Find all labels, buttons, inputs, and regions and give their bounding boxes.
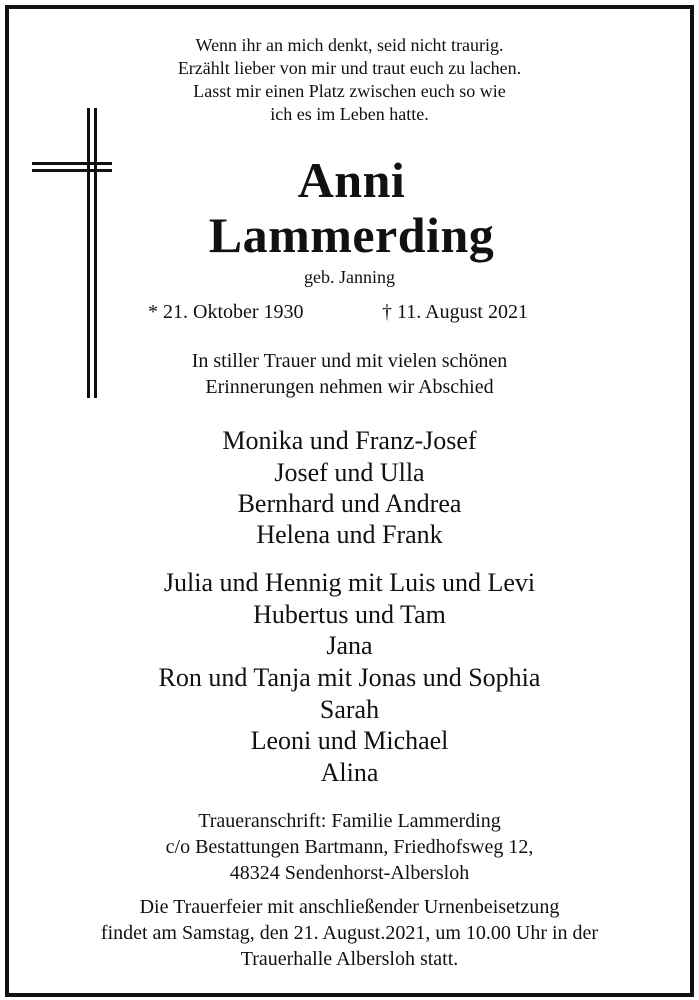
address-line-2: c/o Bestattungen Bartmann, Friedhofsweg 12, [165,836,534,858]
family-member: Ron und Tanja mit Jonas und Sophia [158,663,541,692]
family-member: Bernhard und Andrea [237,489,462,518]
intro-line-2: Erinnerungen nehmen wir Abschied [205,376,494,398]
birth-date: * 21. Oktober 1930 [148,301,304,323]
family-member: Alina [320,758,379,787]
ceremony-line-3: Trauerhalle Albersloh statt. [240,948,459,970]
family-member: Sarah [319,695,380,724]
motto-line-3: Lasst mir einen Platz zwischen euch so wie [193,81,506,101]
family-member: Hubertus und Tam [253,600,446,629]
address-line-3: 48324 Sendenhorst-Albersloh [229,862,470,884]
family-member: Helena und Frank [256,520,443,549]
family-member: Josef und Ulla [274,458,425,487]
motto-line-1: Wenn ihr an mich denkt, seid nicht traurig. [195,35,504,55]
family-member: Julia und Hennig mit Luis und Levi [163,568,536,597]
address-line-1: Traueranschrift: Familie Lammerding [198,810,501,832]
deceased-last-name: Lammerding [208,207,495,263]
ceremony-line-2: findet am Samstag, den 21. August.2021, um 10.00 Uhr in der [100,922,599,944]
deceased-first-name: Anni [297,152,406,208]
birth-name: geb. Janning [304,267,395,287]
family-member: Jana [326,631,373,660]
motto-line-2: Erzählt lieber von mir und traut euch zu lachen. [177,58,522,78]
intro-line-1: In stiller Trauer und mit vielen schönen [191,350,508,372]
family-member: Monika und Franz-Josef [222,426,477,455]
death-date: † 11. August 2021 [382,301,528,323]
motto-line-4: ich es im Leben hatte. [270,104,429,124]
family-member: Leoni und Michael [250,726,449,755]
ceremony-line-1: Die Trauerfeier mit anschließender Urnenbeisetzung [139,896,560,918]
